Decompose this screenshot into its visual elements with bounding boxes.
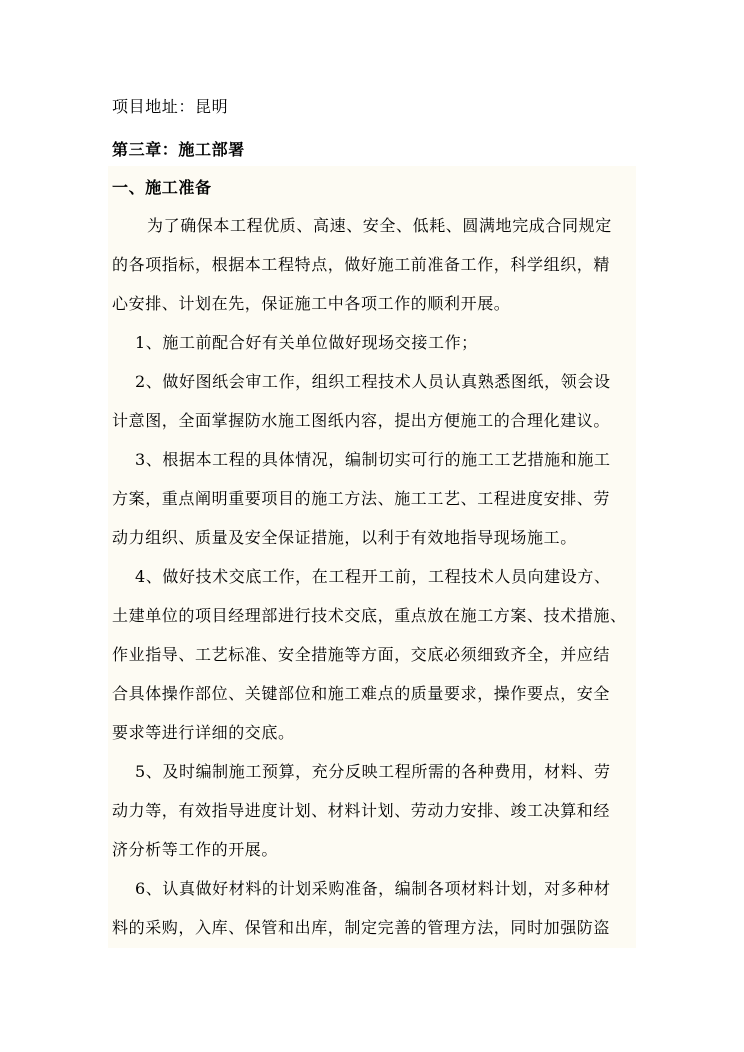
paragraph-item-5-line: 5、及时编制施工预算，充分反映工程所需的各种费用，材料、劳 bbox=[135, 762, 611, 781]
body-background bbox=[108, 166, 636, 948]
paragraph-item-6-line: 料的采购，入库、保管和出库，制定完善的管理方法，同时加强防盗 bbox=[112, 918, 611, 937]
paragraph-intro-line: 为了确保本工程优质、高速、安全、低耗、圆满地完成合同规定 bbox=[147, 216, 612, 235]
paragraph-item-4-line: 土建单位的项目经理部进行技术交底，重点放在施工方案、技术措施、 bbox=[112, 606, 627, 625]
paragraph-item-5-line: 动力等，有效指导进度计划、材料计划、劳动力安排、竣工决算和经 bbox=[112, 801, 611, 820]
paragraph-intro-line: 的各项指标，根据本工程特点，做好施工前准备工作，科学组织，精 bbox=[112, 255, 611, 274]
paragraph-item-2-line: 2、做好图纸会审工作，组织工程技术人员认真熟悉图纸，领会设 bbox=[135, 372, 611, 391]
paragraph-item-3-line: 动力组织、质量及安全保证措施，以利于有效地指导现场施工。 bbox=[112, 528, 577, 547]
paragraph-item-6-line: 6、认真做好材料的计划采购准备，编制各项材料计划，对多种材 bbox=[135, 879, 611, 898]
paragraph-item-5-line: 济分析等工作的开展。 bbox=[112, 840, 279, 859]
chapter-title: 第三章：施工部署 bbox=[112, 140, 245, 159]
paragraph-item-3-line: 方案，重点阐明重要项目的施工方法、施工工艺、工程进度安排、劳 bbox=[112, 489, 611, 508]
paragraph-item-4-line: 要求等进行详细的交底。 bbox=[112, 723, 295, 742]
paragraph-item-1-line: 1、施工前配合好有关单位做好现场交接工作； bbox=[135, 333, 478, 352]
paragraph-item-3-line: 3、根据本工程的具体情况，编制切实可行的施工工艺措施和施工 bbox=[135, 450, 611, 469]
paragraph-intro-line: 心安排、计划在先，保证施工中各项工作的顺利开展。 bbox=[112, 294, 511, 313]
paragraph-item-4-line: 4、做好技术交底工作，在工程开工前，工程技术人员向建设方、 bbox=[135, 567, 611, 586]
paragraph-item-2-line: 计意图，全面掌握防水施工图纸内容，提出方便施工的合理化建议。 bbox=[112, 411, 611, 430]
paragraph-item-4-line: 合具体操作部位、关键部位和施工难点的质量要求，操作要点，安全 bbox=[112, 684, 611, 703]
project-address: 项目地址：昆明 bbox=[112, 97, 229, 116]
paragraph-item-4-line: 作业指导、工艺标准、安全措施等方面，交底必须细致齐全，并应结 bbox=[112, 645, 611, 664]
section-title: 一、施工准备 bbox=[112, 178, 212, 197]
